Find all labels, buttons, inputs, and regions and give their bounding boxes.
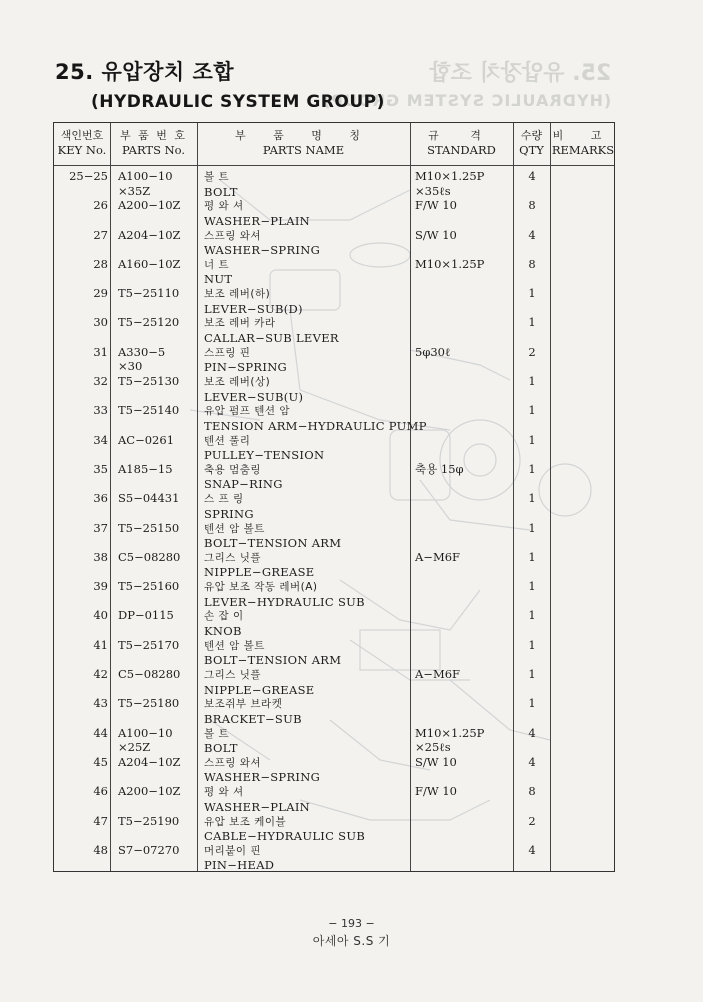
table-row [54,696,614,725]
table-row [54,403,614,432]
header-qty: 수량 QTY [519,129,544,157]
part-name: 스 프 링 SPRING [204,493,254,521]
part-name: 스프링 와셔 WASHER−SPRING [204,756,321,785]
part-name: 너 트 NUT [204,258,233,287]
part-number: A100−10 ×25Z [118,725,173,755]
quantity: 1 [528,286,536,301]
part-name: 보조 레버(상) LEVER−SUB(U) [204,376,304,404]
quantity: 2 [528,813,536,828]
header-divider [54,165,614,166]
quantity: 1 [528,696,536,711]
part-name: 머리붙이 핀 PIN−HEAD [204,844,275,873]
table-row [54,345,614,374]
parts-rows [54,169,614,872]
part-name: 스프링 핀 PIN−SPRING [204,346,288,375]
table-row [54,638,614,667]
part-name: 스프링 와셔 WASHER−SPRING [204,229,321,258]
part-number: A200−10Z [118,784,181,799]
quantity: 8 [528,198,536,213]
standard: S/W 10 [415,227,457,242]
quantity: 1 [528,432,536,447]
quantity: 4 [528,227,536,242]
key-number: 27 [93,227,108,242]
part-name: 손 잡 이 KNOB [204,610,244,638]
table-row [54,667,614,696]
ghost-title-english: (HYDRAULIC SYSTEM GROUP) [321,91,611,110]
part-number: T5−25110 [118,286,180,301]
quantity: 1 [528,403,536,418]
standard: 축용 15φ [415,461,464,476]
part-number: T5−25170 [118,637,180,652]
table-row [54,491,614,520]
part-number: AC−0261 [118,432,175,447]
header-remarks: 비 고 REMARKS [551,129,615,157]
part-number: T5−25120 [118,315,180,330]
standard: A−M6F [415,549,461,564]
quantity: 4 [528,725,536,740]
header-key: 색인번호 KEY No. [57,129,107,157]
part-number: A204−10Z [118,227,181,242]
part-name: 그리스 닛플 NIPPLE−GREASE [204,669,315,697]
key-number: 25−25 [69,169,108,183]
part-name: 텐션 풀리 PULLEY−TENSION [204,434,325,463]
part-number: A185−15 [118,461,173,476]
key-number: 38 [93,549,108,564]
table-row [54,257,614,286]
key-number: 45 [93,754,108,769]
standard: S/W 10 [415,754,457,769]
part-number: C5−08280 [118,549,181,564]
quantity: 4 [528,169,536,183]
standard: M10×1.25P ×25ℓs [415,725,485,755]
standard: 5φ30ℓ [415,344,451,359]
table-row [54,315,614,344]
table-row [54,814,614,843]
part-name: 평 와 셔 WASHER−PLAIN [204,200,311,228]
key-number: 44 [93,725,108,740]
part-number: S7−07270 [118,842,180,857]
publisher: 아세아 S.S 기 [312,934,391,948]
standard: M10×1.25P [415,256,485,271]
part-name: 보조 레버(하) LEVER−SUB(D) [204,288,303,316]
key-number: 33 [93,403,108,418]
key-number: 47 [93,813,108,828]
part-number: C5−08280 [118,667,181,682]
part-name: 그리스 닛플 NIPPLE−GREASE [204,551,315,580]
part-number: DP−0115 [118,608,174,623]
header-parts-no: 부 품 번 호 PARTS No. [120,129,187,157]
quantity: 1 [528,608,536,623]
table-row [54,198,614,227]
quantity: 1 [528,579,536,594]
quantity: 4 [528,842,536,857]
part-number: A200−10Z [118,198,181,213]
quantity: 1 [528,491,536,506]
table-row [54,374,614,403]
key-number: 37 [93,520,108,535]
table-row [54,726,614,755]
quantity: 1 [528,637,536,652]
table-row [54,755,614,784]
quantity: 1 [528,549,536,564]
table-row [54,462,614,491]
key-number: 36 [93,491,108,506]
table-row [54,228,614,257]
table-row [54,784,614,813]
part-name: 유압 펌프 텐션 암 TENSION ARM−HYDRAULIC PUMP [204,405,427,433]
standard: A−M6F [415,667,461,682]
table-row [54,169,614,198]
parts-table [53,122,615,872]
table-row [54,521,614,550]
table-row [54,286,614,315]
key-number: 39 [93,579,108,594]
part-number: T5−25160 [118,579,180,594]
part-name: 보조쥐부 브라켓 BRACKET−SUB [204,698,302,726]
standard: M10×1.25P ×35ℓs [415,169,485,198]
part-number: T5−25190 [118,813,180,828]
table-row [54,608,614,637]
table-row [54,579,614,608]
key-number: 26 [93,198,108,213]
quantity: 1 [528,315,536,330]
part-name: 유압 보조 작동 레버(A) LEVER−HYDRAULIC SUB [204,581,365,609]
key-number: 46 [93,784,108,799]
quantity: 2 [528,344,536,359]
key-number: 35 [93,461,108,476]
key-number: 41 [93,637,108,652]
quantity: 8 [528,784,536,799]
part-name: 보조 레버 카라 CALLAR−SUB LEVER [204,317,339,345]
table-row [54,433,614,462]
part-number: S5−04431 [118,491,180,506]
standard: F/W 10 [415,198,457,213]
header-parts-name: 부 품 명 칭 PARTS NAME [235,129,372,157]
quantity: 1 [528,374,536,389]
part-name: 볼 트 BOLT [204,171,238,199]
key-number: 31 [93,344,108,359]
part-name: 텐션 암 볼트 BOLT−TENSION ARM [204,522,342,551]
key-number: 34 [93,432,108,447]
table-row [54,843,614,872]
key-number: 40 [93,608,108,623]
page-title [55,56,385,112]
part-name: 평 와 셔 WASHER−PLAIN [204,786,311,814]
part-number: T5−25140 [118,403,180,418]
quantity: 1 [528,667,536,682]
part-number: T5−25150 [118,520,180,535]
standard: F/W 10 [415,784,457,799]
key-number: 32 [93,374,108,389]
ghost-title-korean: 25. 유압장치 조합 [429,61,611,86]
page-number: − 193 − [328,917,375,930]
part-name: 볼 트 BOLT [204,727,238,756]
part-number: A160−10Z [118,256,181,271]
quantity: 8 [528,256,536,271]
title-korean: 25. 유압장치 조합 [55,60,235,84]
table-row [54,550,614,579]
part-name: 축용 멈춤링 SNAP−RING [204,463,283,492]
quantity: 1 [528,461,536,476]
quantity: 1 [528,520,536,535]
quantity: 4 [528,754,536,769]
part-name: 텐션 암 볼트 BOLT−TENSION ARM [204,639,342,668]
key-number: 43 [93,696,108,711]
key-number: 48 [93,842,108,857]
part-number: A330−5 ×30 [118,344,166,374]
key-number: 30 [93,315,108,330]
part-number: T5−25180 [118,696,180,711]
header-standard: 규 격 STANDARD [427,129,496,157]
part-name: 유압 보조 케이블 CABLE−HYDRAULIC SUB [204,815,366,844]
key-number: 28 [93,256,108,271]
key-number: 42 [93,667,108,682]
part-number: T5−25130 [118,374,180,389]
title-english: (HYDRAULIC SYSTEM GROUP) [91,92,385,112]
part-number: A204−10Z [118,754,181,769]
part-number: A100−10 ×35Z [118,169,173,198]
key-number: 29 [93,286,108,301]
